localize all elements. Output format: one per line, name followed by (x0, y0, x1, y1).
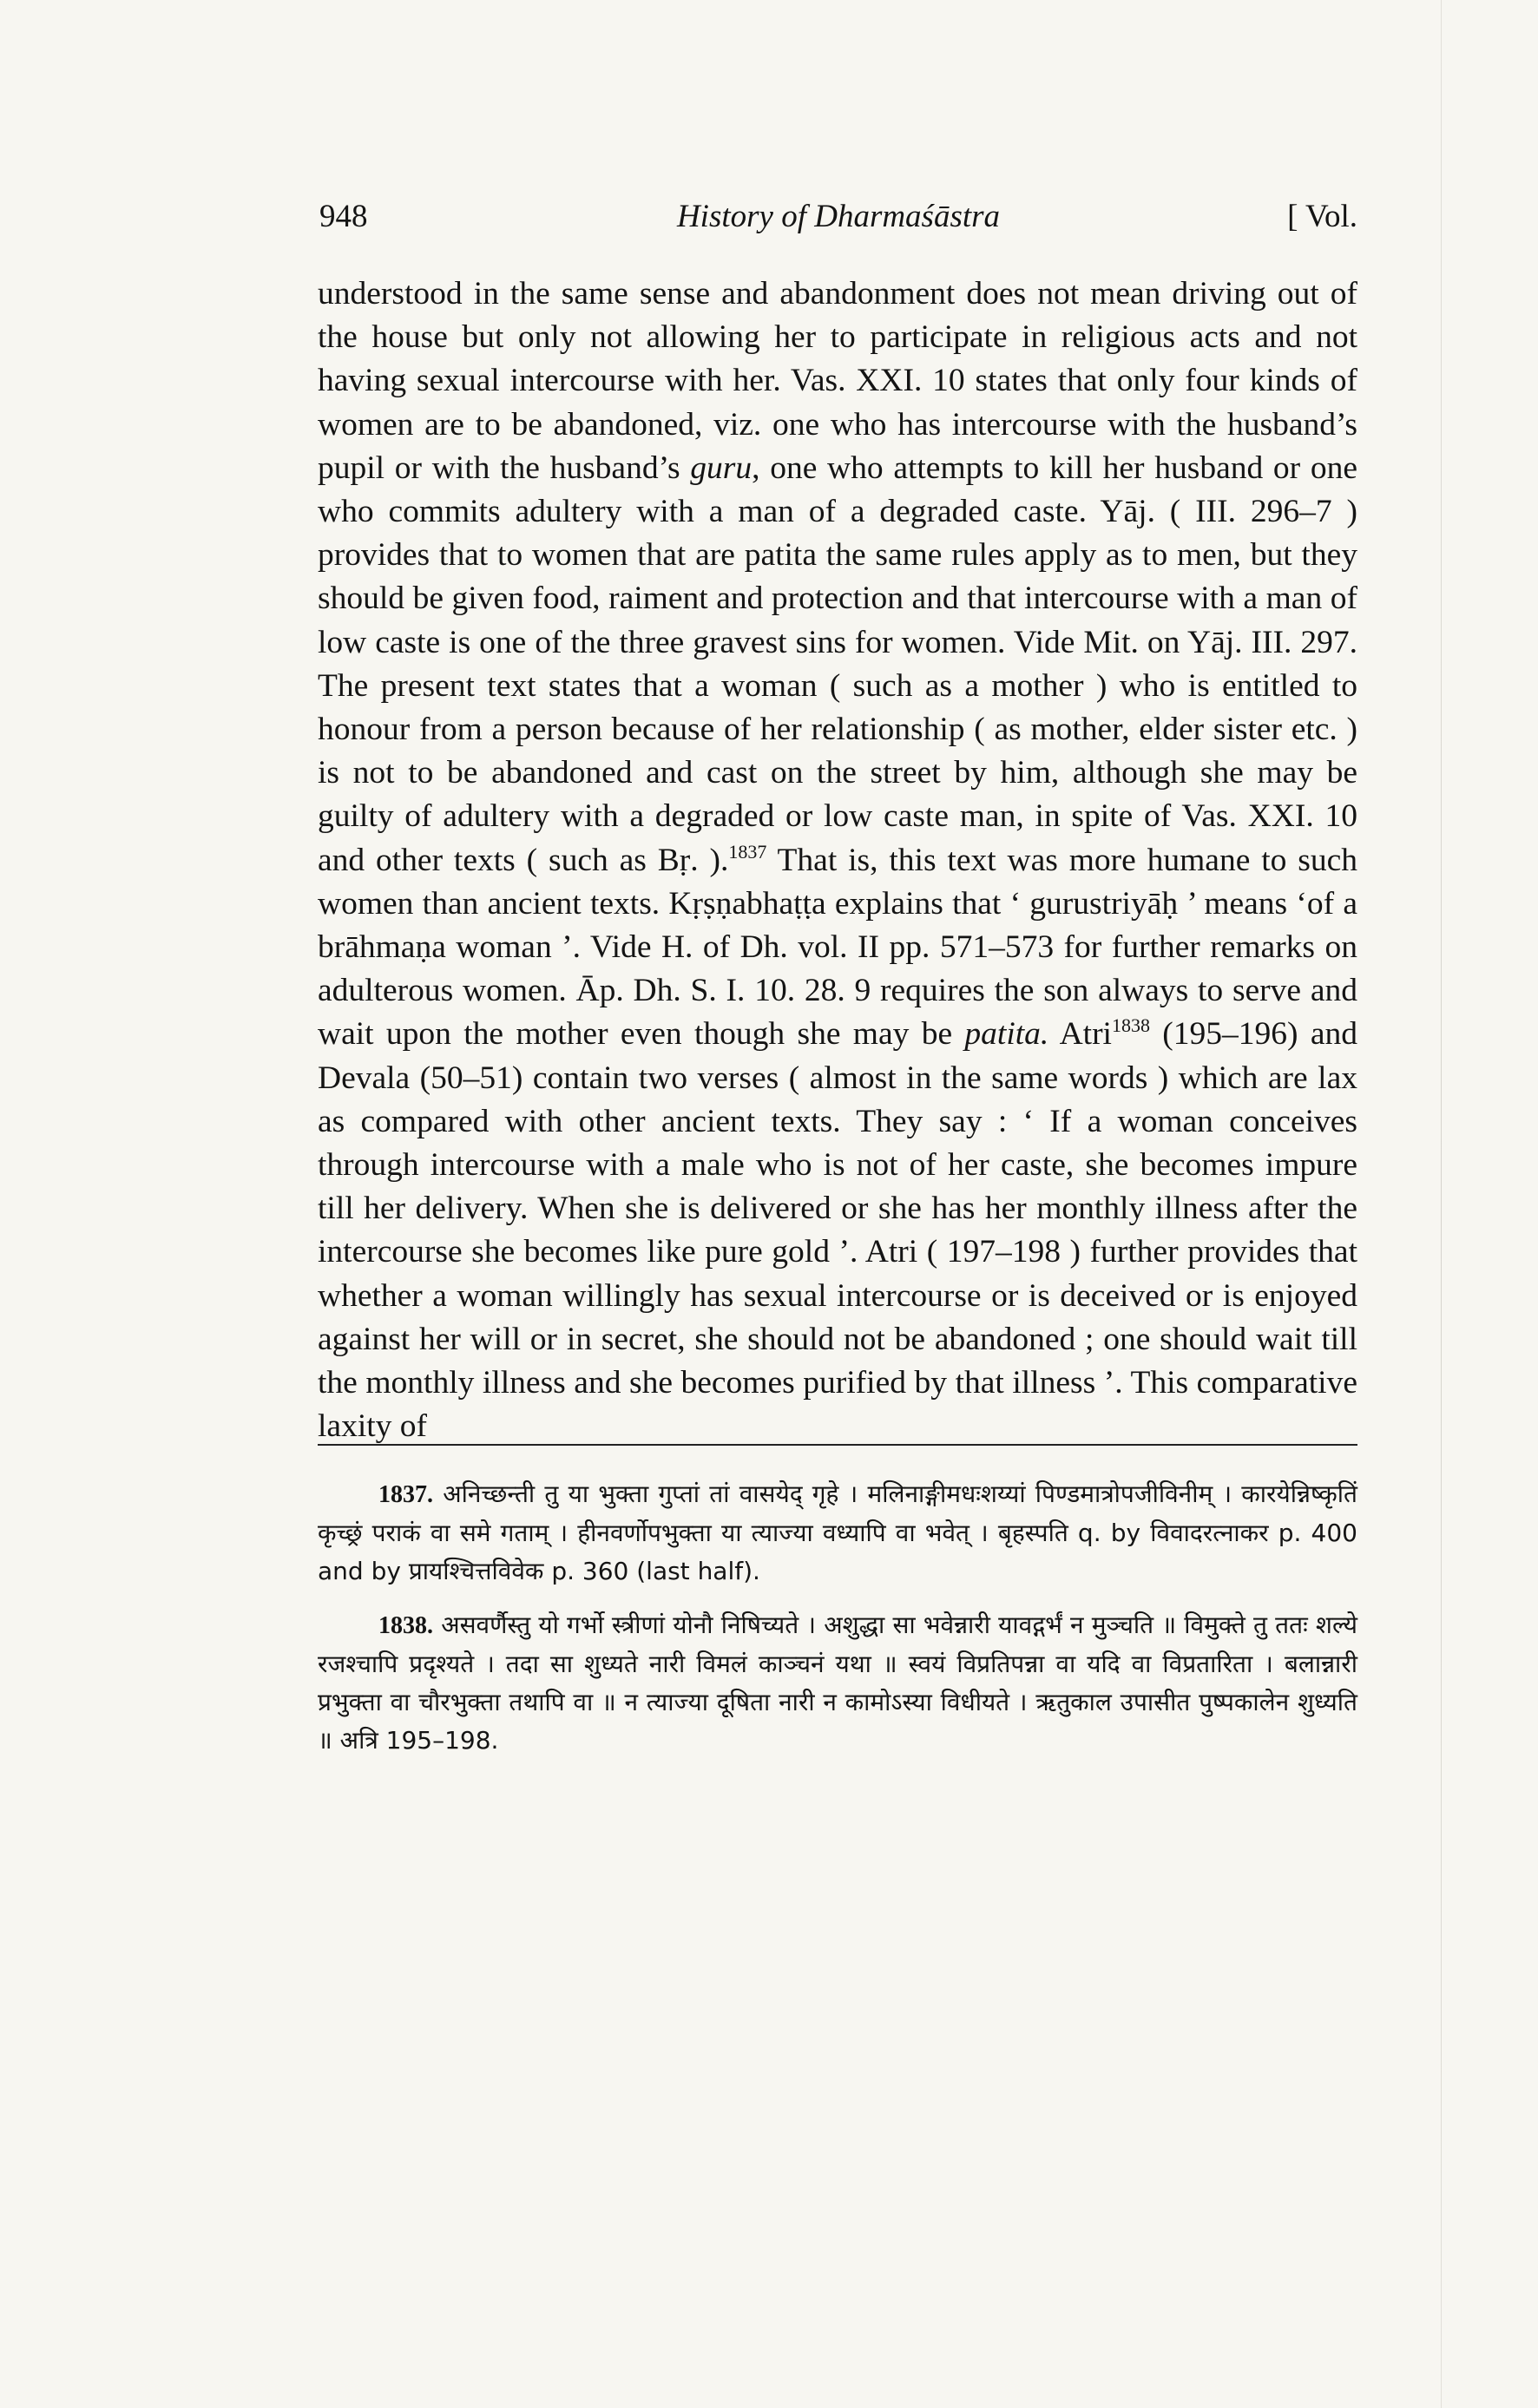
body-paragraph (318, 272, 1357, 1448)
footnote-1837 (318, 1475, 1357, 1591)
page-edge-line (1441, 0, 1442, 2408)
running-header (319, 198, 1357, 250)
footnote-number: 1838. (378, 1612, 433, 1639)
footnote-text: अनिच्छन्ती तु या भुक्ता गुप्तां तां वासयेद् गृहे । मलिनाङ्गीमधःशय्यां पिण्डमात्रोपजीविनीम् । कारयेन्निष्कृतिं कृच्छ्रं पराकं वा समे गताम् । हीनवर्णोपभुक्ता या त्याज्या वध्यापि वा भवेत् । बृहस्पति q. by विवादरत्नाकर p. 400 and by प्रायश्चित्तविवेक p. 360 (last half). (318, 1480, 1357, 1585)
text-segment: (195–196) and Devala (50–51) contain two verses ( almost in the same words ) which are lax as compared with other ancient texts. They say : ‘ If a woman conceives through intercourse with a male who is not of her caste, she becomes impure till her delivery. When she is delivered or she has her monthly illness after the intercourse she becomes like pure gold ’. Atri ( 197–198 ) further provides that whether a woman willingly has sexual intercourse or is deceived or is enjoyed against her will or in secret, she should not be abandoned ; one should wait till the monthly illness and she becomes purified by that illness ’. This comparative laxity of (318, 1016, 1358, 1445)
text-segment: That is, this text was more humane to such women than ancient texts. Kṛṣṇabhaṭṭa explains that ‘ gurustriyāḥ ’ means ‘of a brāhmaṇa woman ’. Vide H. of Dh. vol. II pp. 571–573 for further remarks on adulterous women. Āp. Dh. S. I. 10. 28. 9 requires the son always to serve and wait upon the mother even though she may be (318, 842, 1357, 1053)
footnote-divider (318, 1444, 1357, 1446)
volume-marker: [ Vol. (1287, 199, 1357, 234)
text-segment: , one who attempts to kill her husband or one who commits adultery with a man of a degraded caste. Yāj. ( III. 296–7 ) provides that to women that are patita the same rules apply as to men, but they should be given food, raiment and protection and that intercourse with a man of low caste is one of the three gravest sins for women. Vide Mit. on Yāj. III. 297. The present text states that a woman ( such as a mother ) who is entitled to honour from a person because of her relationship ( as mother, elder sister etc. ) is not to be abandoned and cast on the street by him, although she may be guilty of adultery with a degraded or low caste man, in spite of Vas. XXI. 10 and other texts ( such as Bṛ. ). (318, 449, 1357, 878)
footnote-number: 1837. (378, 1481, 433, 1508)
text-segment: understood in the same sense and abandonment does not mean driving out of the house but only not allowing her to participate in religious acts and not having sexual intercourse with her. Vas. XXI. 10 states that only four kinds of women are to be abandoned, viz. one who has intercourse with the husband’s pupil or with the husband’s (318, 276, 1357, 486)
running-title: History of Dharmaśāstra (676, 199, 1001, 234)
footnotes (318, 1475, 1357, 1775)
italic-term-guru: guru (690, 449, 753, 486)
footnote-ref-1838[interactable]: 1838 (1111, 1014, 1150, 1037)
footnote-text: असवर्णैस्तु यो गर्भो स्त्रीणां योनौ निषिच्यते । अशुद्धा सा भवेन्नारी यावद्गर्भं न मुञ्चति ॥ विमुक्ते तु ततः शल्ये रजश्चापि प्रदृश्यते । तदा सा शुध्यते नारी विमलं काञ्चनं यथा ॥ स्वयं विप्रतिपन्ना वा यदि वा विप्रतारिता । बलान्नारी प्रभुक्ता वा चौरभुक्ता तथापि वा ॥ न त्याज्या दूषिता नारी न कामोऽस्या विधीयते । ऋतुकाल उपासीत पुष्पकालेन शुध्यति ॥ अत्रि 195–198. (318, 1611, 1357, 1755)
text-segment: Atri (1048, 1016, 1112, 1053)
footnote-1838 (318, 1606, 1357, 1760)
page-number: 948 (319, 199, 368, 234)
main-text (318, 272, 1357, 1448)
italic-term-patita: patita. (964, 1016, 1049, 1053)
footnote-ref-1837[interactable]: 1837 (728, 840, 767, 863)
